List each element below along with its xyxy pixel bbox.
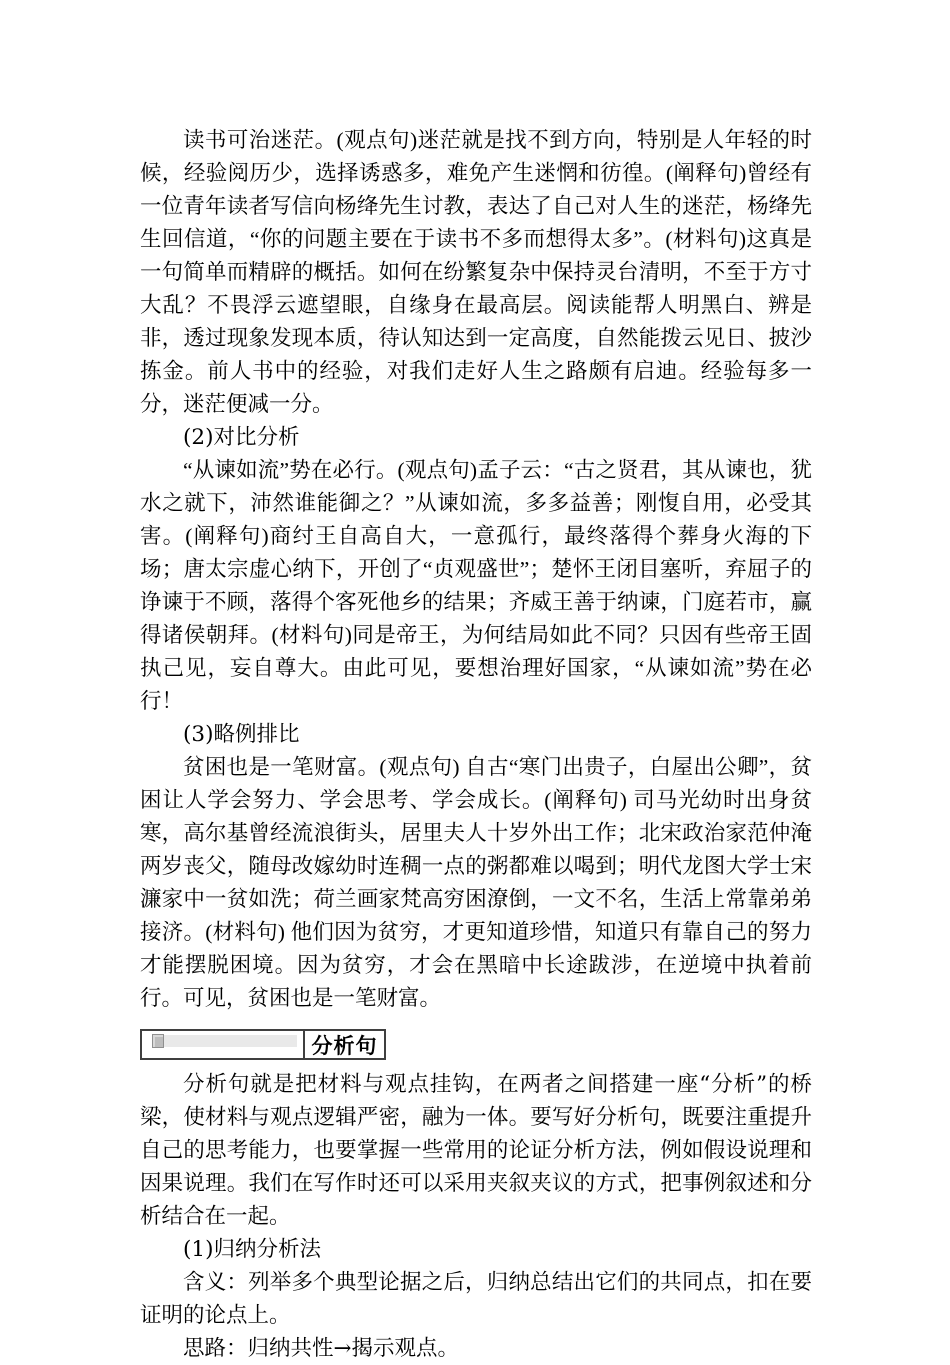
heading-contrast-analysis: (2)对比分析 [183, 425, 300, 450]
broken-image-icon [152, 1034, 164, 1048]
section-title-analysis-sentence: 分析句 [311, 1032, 378, 1058]
paragraph-poverty-wealth-example: 贫困也是一笔财富。(观点句) 自古“寒门出贵子，白屋出公卿”，贫困让人学会努力、学会思考、学会成长。(阐释句) 司马光幼时出身贫寒，高尔基曾经流浪街头，居里夫人十岁外出工作；北宋政治家范仲淹两岁丧父，随母改嫁幼时连稠一点的粥都难以喝到；明代龙图大学士宋濂家中一贫如洗；荷兰画家梵高穷困潦倒，一文不名，生活上常靠弟弟接济。(材料句) 他们因为贫穷，才更知道珍惜，知道只有靠自己的努力才能摆脱困境。因为贫穷，才会在黑暗中长途跋涉，在逆境中执着前行。可见，贫困也是一笔财富。 [140, 755, 812, 1010]
heading-brief-examples-parallel: (3)略例排比 [183, 722, 300, 747]
paragraph-contrast-example: “从谏如流”势在必行。(观点句)孟子云：“古之贤君，其从谏也，犹水之就下，沛然谁能御之？”从谏如流，多多益善；刚愎自用，必受其害。(阐释句)商纣王自高自大，一意孤行，最终落得个葬身火海的下场；唐太宗虚心纳下，开创了“贞观盛世”；楚怀王闭目塞听，弃屈子的诤谏于不顾，落得个客死他乡的结果；齐威王善于纳谏，门庭若市，赢得诸侯朝拜。(材料句)同是帝王，为何结局如此不同？只因有些帝王固执己见，妄自尊大。由此可见，要想治理好国家，“从谏如流”势在必行！ [140, 458, 812, 713]
paragraph-analysis-sentence-intro: 分析句就是把材料与观点挂钩，在两者之间搭建一座“分析”的桥梁，使材料与观点逻辑严密，融为一体。要写好分析句，既要注重提升自己的思考能力，也要掌握一些常用的论证分析方法，例如假设说理和因果说理。我们在写作时还可以采用夹叙夹议的方式，把事例叙述和分析结合在一起。 [140, 1072, 812, 1229]
paragraph-thinking-route: 思路：归纳共性→揭示观点。 [183, 1336, 460, 1361]
image-placeholder-cell [142, 1031, 305, 1058]
paragraph-meaning-definition: 含义：列举多个典型论据之后，归纳总结出它们的共同点，扣在要证明的论点上。 [140, 1270, 812, 1328]
image-placeholder-bar [164, 1035, 297, 1047]
document-content [140, 124, 812, 1365]
paragraph-reading-cures-confusion: 读书可治迷茫。(观点句)迷茫就是找不到方向，特别是人年轻的时候，经验阅历少，选择诱惑多，难免产生迷惘和彷徨。(阐释句)曾经有一位青年读者写信向杨绛先生讨教，表达了自己对人生的迷茫，杨绛先生回信道，“你的问题主要在于读书不多而想得太多”。(材料句)这真是一句简单而精辟的概括。如何在纷繁复杂中保持灵台清明，不至于方寸大乱？不畏浮云遮望眼，自缘身在最高层。阅读能帮人明黑白、辨是非，透过现象发现本质，待认知达到一定高度，自然能拨云见日、披沙拣金。前人书中的经验，对我们走好人生之路颇有启迪。经验每多一分，迷茫便减一分。 [140, 128, 812, 416]
heading-induction-analysis-method: (1)归纳分析法 [183, 1237, 321, 1262]
section-header-box [140, 1029, 386, 1060]
